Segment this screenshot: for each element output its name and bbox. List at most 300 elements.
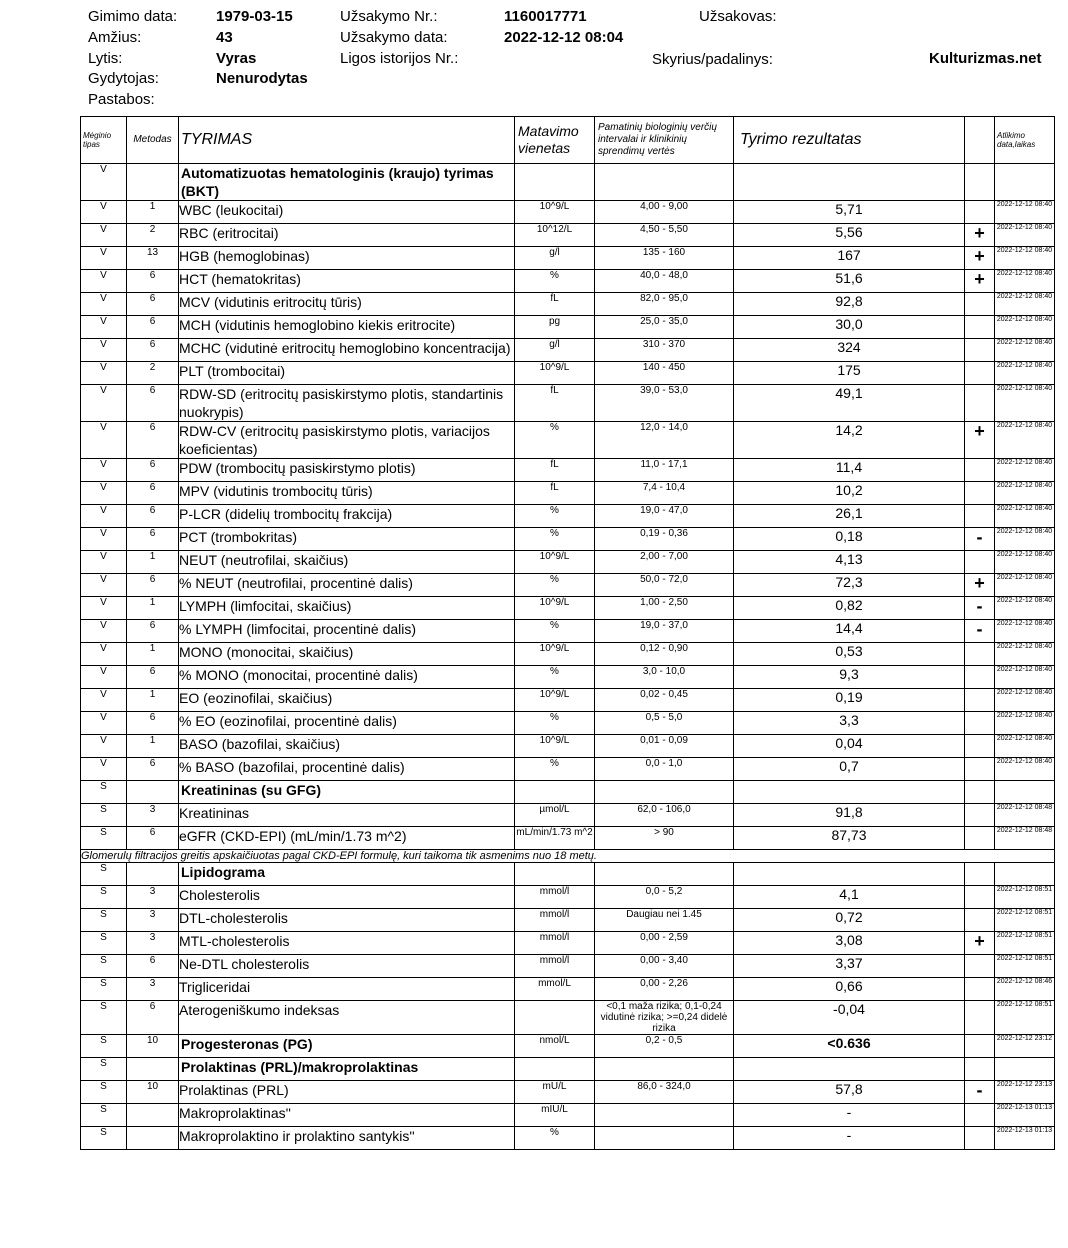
result-flag [965, 385, 995, 422]
unit: % [515, 1127, 595, 1150]
unit: % [515, 758, 595, 781]
method: 6 [127, 482, 179, 505]
result-flag [965, 1127, 995, 1150]
reference-range: <0,1 maža rizika; 0,1-0,24 vidutinė rizika; >=0,24 didelė rizika [595, 1001, 734, 1035]
group-title: Automatizuotas hematologinis (kraujo) tyrimas (BKT) [179, 164, 515, 201]
unit: % [515, 712, 595, 735]
unit: 10^9/L [515, 551, 595, 574]
performed-datetime: 2022-12-12 08:46 [995, 978, 1055, 1001]
test-name: Makroprolaktino ir prolaktino santykis'' [179, 1127, 515, 1150]
age-label: Amžius: [88, 29, 142, 46]
reference-range [595, 1104, 734, 1127]
performed-datetime: 2022-12-12 08:40 [995, 339, 1055, 362]
sample-type: V [81, 735, 127, 758]
result-value: 51,6 [734, 270, 965, 293]
report-header [0, 0, 1068, 114]
sample-type: S [81, 804, 127, 827]
method [127, 1127, 179, 1150]
test-name: Aterogeniškumo indeksas [179, 1001, 515, 1035]
performed-datetime: 2022-12-12 23:13 [995, 1081, 1055, 1104]
result-value: 3,3 [734, 712, 965, 735]
result-flag [965, 978, 995, 1001]
performed-datetime: 2022-12-12 08:48 [995, 804, 1055, 827]
table-note: Glomerulų filtracijos greitis apskaičiuotas pagal CKD-EPI formulę, kuri taikoma tik asmenims nuo 18 metų. [81, 850, 1055, 863]
age-value: 43 [216, 29, 233, 46]
result-flag [965, 666, 995, 689]
table-row [81, 978, 1055, 1001]
reference-range: 0,01 - 0,09 [595, 735, 734, 758]
method [127, 781, 179, 804]
order-date-label: Užsakymo data: [340, 29, 448, 46]
reference-range: 1,00 - 2,50 [595, 597, 734, 620]
reference-range: 11,0 - 17,1 [595, 459, 734, 482]
table-row [81, 528, 1055, 551]
order-date-value: 2022-12-12 08:04 [504, 29, 624, 46]
result-value: 5,71 [734, 201, 965, 224]
sample-type: V [81, 482, 127, 505]
result-value: 0,66 [734, 978, 965, 1001]
method: 6 [127, 528, 179, 551]
performed-datetime: 2022-12-12 08:40 [995, 689, 1055, 712]
method: 3 [127, 978, 179, 1001]
test-name: BASO (bazofilai, skaičius) [179, 735, 515, 758]
test-name: DTL-cholesterolis [179, 909, 515, 932]
method: 6 [127, 955, 179, 978]
performed-datetime: 2022-12-12 08:40 [995, 270, 1055, 293]
unit: fL [515, 385, 595, 422]
unit: fL [515, 482, 595, 505]
table-group-row [81, 164, 1055, 201]
result-flag [965, 293, 995, 316]
result-flag [965, 339, 995, 362]
results-table [80, 116, 1055, 1150]
test-name: % EO (eozinofilai, procentinė dalis) [179, 712, 515, 735]
result-flag: + [965, 422, 995, 459]
table-row [81, 574, 1055, 597]
unit: µmol/L [515, 804, 595, 827]
sample-type: V [81, 689, 127, 712]
sample-type: V [81, 551, 127, 574]
reference-range: 140 - 450 [595, 362, 734, 385]
unit: mU/L [515, 1081, 595, 1104]
result-flag [965, 804, 995, 827]
unit: % [515, 574, 595, 597]
method: 1 [127, 643, 179, 666]
unit: mL/min/1.73 m^2 [515, 827, 595, 850]
test-name: % NEUT (neutrofilai, procentinė dalis) [179, 574, 515, 597]
table-row [81, 482, 1055, 505]
result-flag: - [965, 620, 995, 643]
notes-label: Pastabos: [88, 91, 155, 108]
method [127, 1104, 179, 1127]
unit: g/l [515, 339, 595, 362]
sample-type: V [81, 201, 127, 224]
col-date: Atlikimo data,laikas [995, 117, 1055, 164]
result-flag [965, 1104, 995, 1127]
performed-datetime: 2022-12-12 08:40 [995, 422, 1055, 459]
result-value: 4,1 [734, 886, 965, 909]
test-name: Trigliceridai [179, 978, 515, 1001]
reference-range: 40,0 - 48,0 [595, 270, 734, 293]
result-value: 175 [734, 362, 965, 385]
result-value: 0,82 [734, 597, 965, 620]
reference-range [595, 1127, 734, 1150]
table-header-row [81, 117, 1055, 164]
test-name: % LYMPH (limfocitai, procentinė dalis) [179, 620, 515, 643]
performed-datetime: 2022-12-12 08:40 [995, 201, 1055, 224]
reference-range: 0,00 - 2,26 [595, 978, 734, 1001]
sample-type: V [81, 316, 127, 339]
method [127, 1058, 179, 1081]
performed-datetime: 2022-12-12 08:40 [995, 551, 1055, 574]
result-value: 92,8 [734, 293, 965, 316]
table-row [81, 362, 1055, 385]
result-flag: + [965, 574, 995, 597]
result-flag [965, 551, 995, 574]
result-value: 72,3 [734, 574, 965, 597]
result-flag: + [965, 247, 995, 270]
result-value: 0,72 [734, 909, 965, 932]
test-name: WBC (leukocitai) [179, 201, 515, 224]
reference-range: 19,0 - 37,0 [595, 620, 734, 643]
method: 6 [127, 385, 179, 422]
test-name: Prolaktinas (PRL) [179, 1081, 515, 1104]
empty-cell [595, 164, 734, 201]
sample-type: S [81, 1104, 127, 1127]
sample-type: V [81, 459, 127, 482]
result-value: - [734, 1127, 965, 1150]
table-row [81, 1104, 1055, 1127]
reference-range: 0,00 - 3,40 [595, 955, 734, 978]
reference-range: 39,0 - 53,0 [595, 385, 734, 422]
result-value: 91,8 [734, 804, 965, 827]
test-name: Ne-DTL cholesterolis [179, 955, 515, 978]
empty-cell [734, 164, 965, 201]
test-name: eGFR (CKD-EPI) (mL/min/1.73 m^2) [179, 827, 515, 850]
test-name: PLT (trombocitai) [179, 362, 515, 385]
result-value: - [734, 1104, 965, 1127]
table-row [81, 339, 1055, 362]
performed-datetime: 2022-12-12 08:40 [995, 574, 1055, 597]
performed-datetime: 2022-12-12 08:40 [995, 528, 1055, 551]
test-name: Makroprolaktinas'' [179, 1104, 515, 1127]
result-flag: + [965, 270, 995, 293]
table-row [81, 758, 1055, 781]
empty-cell [595, 781, 734, 804]
table-row [81, 505, 1055, 528]
method: 13 [127, 247, 179, 270]
result-flag: + [965, 932, 995, 955]
sample-type: V [81, 505, 127, 528]
unit: mmol/l [515, 886, 595, 909]
method: 6 [127, 758, 179, 781]
method: 6 [127, 316, 179, 339]
sample-type: V [81, 643, 127, 666]
table-row [81, 955, 1055, 978]
test-name: Progesteronas (PG) [179, 1035, 515, 1058]
customer-label: Užsakovas: [699, 8, 777, 25]
result-flag [965, 482, 995, 505]
reference-range: 4,50 - 5,50 [595, 224, 734, 247]
table-row [81, 201, 1055, 224]
unit: mIU/L [515, 1104, 595, 1127]
test-name: MCHC (vidutinė eritrocitų hemoglobino koncentracija) [179, 339, 515, 362]
empty-cell [995, 164, 1055, 201]
empty-cell [965, 781, 995, 804]
empty-cell [965, 1058, 995, 1081]
performed-datetime: 2022-12-12 08:40 [995, 459, 1055, 482]
sample-type: V [81, 270, 127, 293]
table-row [81, 689, 1055, 712]
method [127, 164, 179, 201]
result-value: 0,7 [734, 758, 965, 781]
unit: mmol/l [515, 932, 595, 955]
result-value: 9,3 [734, 666, 965, 689]
doctor-label: Gydytojas: [88, 70, 159, 87]
sample-type: V [81, 712, 127, 735]
birth-label: Gimimo data: [88, 8, 178, 25]
sample-type: S [81, 909, 127, 932]
method: 1 [127, 597, 179, 620]
result-value: 87,73 [734, 827, 965, 850]
test-name: MCH (vidutinis hemoglobino kiekis eritrocite) [179, 316, 515, 339]
result-flag [965, 316, 995, 339]
table-row [81, 422, 1055, 459]
result-flag: - [965, 528, 995, 551]
performed-datetime: 2022-12-12 08:40 [995, 597, 1055, 620]
empty-cell [595, 1058, 734, 1081]
method: 3 [127, 932, 179, 955]
method: 6 [127, 574, 179, 597]
doctor-value: Nenurodytas [216, 70, 308, 87]
result-value: 0,19 [734, 689, 965, 712]
method: 1 [127, 551, 179, 574]
sample-type: S [81, 1035, 127, 1058]
performed-datetime: 2022-12-12 08:40 [995, 735, 1055, 758]
reference-range: 0,5 - 5,0 [595, 712, 734, 735]
empty-cell [734, 863, 965, 886]
method [127, 863, 179, 886]
table-group-row [81, 781, 1055, 804]
empty-cell [734, 781, 965, 804]
performed-datetime: 2022-12-12 08:48 [995, 827, 1055, 850]
result-flag: - [965, 1081, 995, 1104]
performed-datetime: 2022-12-12 08:40 [995, 362, 1055, 385]
result-value: 3,08 [734, 932, 965, 955]
performed-datetime: 2022-12-13 01:13 [995, 1127, 1055, 1150]
test-name: PCT (trombokritas) [179, 528, 515, 551]
test-name: NEUT (neutrofilai, skaičius) [179, 551, 515, 574]
table-row [81, 1127, 1055, 1150]
sample-type: V [81, 164, 127, 201]
performed-datetime: 2022-12-12 08:40 [995, 247, 1055, 270]
result-flag [965, 459, 995, 482]
performed-datetime: 2022-12-12 23:12 [995, 1035, 1055, 1058]
result-value: 324 [734, 339, 965, 362]
unit: % [515, 422, 595, 459]
unit: 10^12/L [515, 224, 595, 247]
performed-datetime: 2022-12-12 08:51 [995, 909, 1055, 932]
test-name: HGB (hemoglobinas) [179, 247, 515, 270]
order-nr-value: 1160017771 [504, 8, 587, 25]
reference-range: 50,0 - 72,0 [595, 574, 734, 597]
method: 6 [127, 1001, 179, 1035]
table-row [81, 712, 1055, 735]
performed-datetime: 2022-12-12 08:40 [995, 224, 1055, 247]
sample-type: V [81, 758, 127, 781]
unit: fL [515, 293, 595, 316]
empty-cell [995, 1058, 1055, 1081]
result-flag [965, 758, 995, 781]
result-flag [965, 643, 995, 666]
method: 2 [127, 362, 179, 385]
reference-range: 86,0 - 324,0 [595, 1081, 734, 1104]
result-flag [965, 886, 995, 909]
result-flag [965, 1035, 995, 1058]
table-note-row [81, 850, 1055, 863]
unit: mmol/L [515, 978, 595, 1001]
performed-datetime: 2022-12-12 08:40 [995, 293, 1055, 316]
sample-type: V [81, 224, 127, 247]
table-row [81, 316, 1055, 339]
result-value: 30,0 [734, 316, 965, 339]
reference-range: > 90 [595, 827, 734, 850]
sample-type: S [81, 863, 127, 886]
sample-type: V [81, 362, 127, 385]
empty-cell [515, 1058, 595, 1081]
result-value: 3,37 [734, 955, 965, 978]
performed-datetime: 2022-12-12 08:40 [995, 643, 1055, 666]
method: 6 [127, 459, 179, 482]
reference-range: 7,4 - 10,4 [595, 482, 734, 505]
method: 6 [127, 270, 179, 293]
method: 3 [127, 804, 179, 827]
reference-range: 82,0 - 95,0 [595, 293, 734, 316]
sample-type: S [81, 1127, 127, 1150]
result-flag [965, 362, 995, 385]
method: 3 [127, 886, 179, 909]
result-value: 49,1 [734, 385, 965, 422]
unit: pg [515, 316, 595, 339]
reference-range: 0,12 - 0,90 [595, 643, 734, 666]
table-row [81, 643, 1055, 666]
result-value: 0,53 [734, 643, 965, 666]
method: 3 [127, 909, 179, 932]
test-name: Cholesterolis [179, 886, 515, 909]
sample-type: V [81, 293, 127, 316]
department-value: Kulturizmas.net [929, 50, 1042, 67]
table-row [81, 270, 1055, 293]
reference-range: Daugiau nei 1.45 [595, 909, 734, 932]
table-row [81, 827, 1055, 850]
test-name: % MONO (monocitai, procentinė dalis) [179, 666, 515, 689]
table-row [81, 932, 1055, 955]
empty-cell [965, 863, 995, 886]
performed-datetime: 2022-12-12 08:51 [995, 1001, 1055, 1035]
sample-type: V [81, 528, 127, 551]
table-row [81, 224, 1055, 247]
unit: % [515, 270, 595, 293]
result-value: 14,4 [734, 620, 965, 643]
method: 6 [127, 293, 179, 316]
unit [515, 1001, 595, 1035]
result-value: 4,13 [734, 551, 965, 574]
result-flag [965, 712, 995, 735]
table-row [81, 1035, 1055, 1058]
performed-datetime: 2022-12-12 08:40 [995, 712, 1055, 735]
table-row [81, 385, 1055, 422]
empty-cell [734, 1058, 965, 1081]
sample-type: S [81, 955, 127, 978]
table-row [81, 551, 1055, 574]
sample-type: V [81, 247, 127, 270]
history-nr-label: Ligos istorijos Nr.: [340, 50, 459, 67]
test-name: % BASO (bazofilai, procentinė dalis) [179, 758, 515, 781]
method: 6 [127, 505, 179, 528]
method: 6 [127, 827, 179, 850]
table-row [81, 886, 1055, 909]
reference-range: 0,00 - 2,59 [595, 932, 734, 955]
empty-cell [965, 164, 995, 201]
sample-type: V [81, 422, 127, 459]
test-name: Kreatininas [179, 804, 515, 827]
empty-cell [515, 164, 595, 201]
sample-type: S [81, 1081, 127, 1104]
unit: % [515, 528, 595, 551]
col-sample-type: Mėginio tipas [81, 117, 127, 164]
method: 1 [127, 689, 179, 712]
sample-type: S [81, 886, 127, 909]
reference-range: 310 - 370 [595, 339, 734, 362]
test-name: MTL-cholesterolis [179, 932, 515, 955]
sample-type: S [81, 1058, 127, 1081]
table-row [81, 1001, 1055, 1035]
method: 6 [127, 422, 179, 459]
performed-datetime: 2022-12-12 08:40 [995, 316, 1055, 339]
method: 1 [127, 735, 179, 758]
test-name: PDW (trombocitų pasiskirstymo plotis) [179, 459, 515, 482]
order-nr-label: Užsakymo Nr.: [340, 8, 438, 25]
group-title: Kreatininas (su GFG) [179, 781, 515, 804]
sample-type: V [81, 620, 127, 643]
performed-datetime: 2022-12-12 08:51 [995, 886, 1055, 909]
result-flag [965, 689, 995, 712]
reference-range: 2,00 - 7,00 [595, 551, 734, 574]
reference-range: 135 - 160 [595, 247, 734, 270]
method: 2 [127, 224, 179, 247]
method: 10 [127, 1035, 179, 1058]
table-group-row [81, 863, 1055, 886]
test-name: MONO (monocitai, skaičius) [179, 643, 515, 666]
method: 6 [127, 666, 179, 689]
reference-range: 25,0 - 35,0 [595, 316, 734, 339]
test-name: P-LCR (didelių trombocitų frakcija) [179, 505, 515, 528]
reference-range: 3,0 - 10,0 [595, 666, 734, 689]
result-value: 0,04 [734, 735, 965, 758]
unit: 10^9/L [515, 643, 595, 666]
col-reference: Pamatinių biologinių verčių intervalai ir klinikinių sprendimų vertės [595, 117, 734, 164]
reference-range: 0,0 - 1,0 [595, 758, 734, 781]
result-value: 5,56 [734, 224, 965, 247]
table-row [81, 459, 1055, 482]
performed-datetime: 2022-12-12 08:51 [995, 932, 1055, 955]
birth-value: 1979-03-15 [216, 8, 293, 25]
unit: mmol/l [515, 955, 595, 978]
test-name: RDW-CV (eritrocitų pasiskirstymo plotis, variacijos koeficientas) [179, 422, 515, 459]
group-title: Lipidograma [179, 863, 515, 886]
sample-type: V [81, 574, 127, 597]
performed-datetime: 2022-12-13 01:13 [995, 1104, 1055, 1127]
